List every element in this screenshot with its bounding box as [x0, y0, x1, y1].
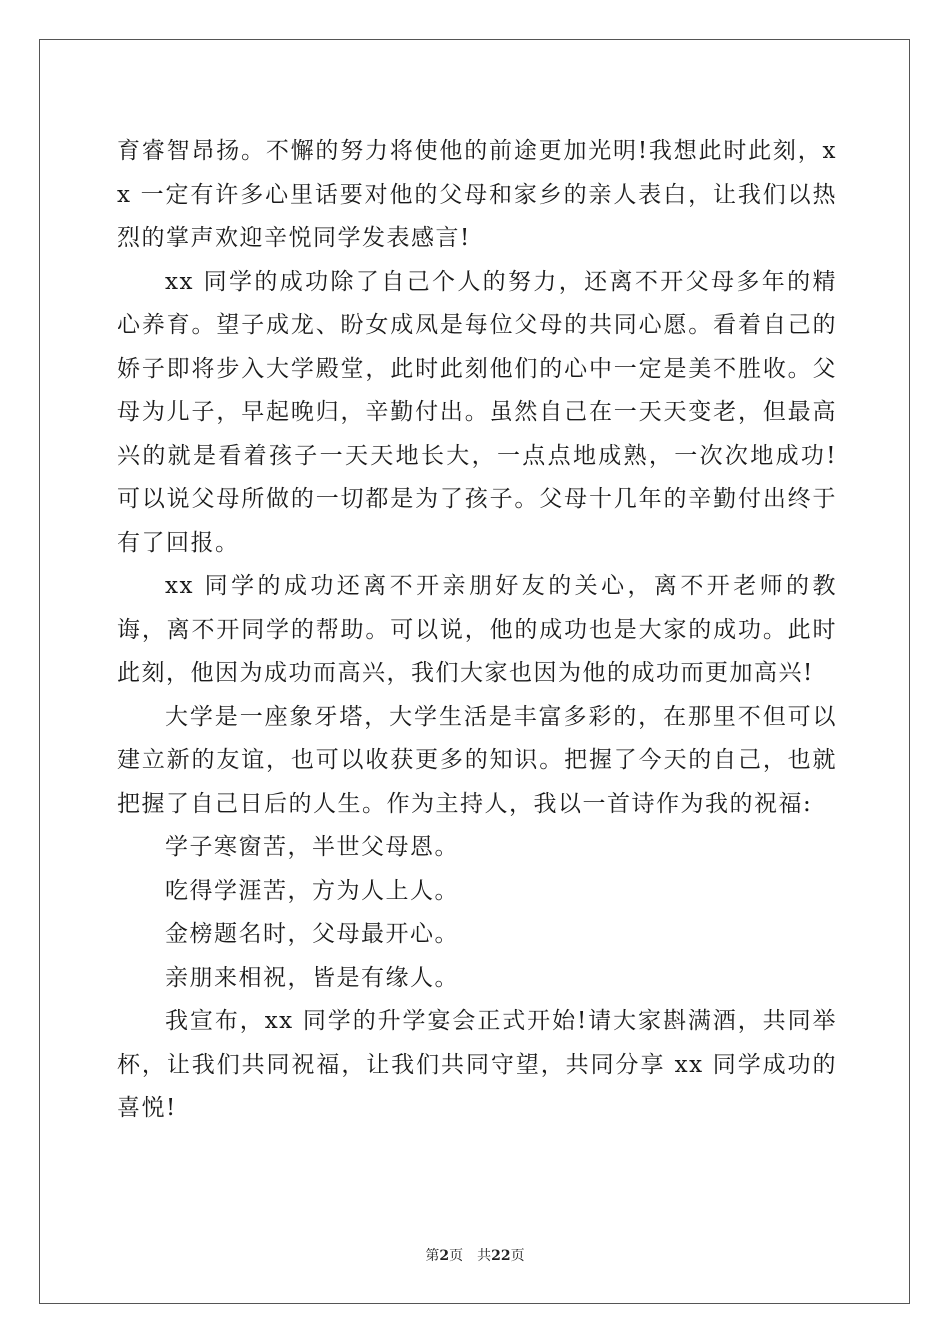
paragraph: 大学是一座象牙塔，大学生活是丰富多彩的，在那里不但可以建立新的友谊，也可以收获更多的知识。把握了今天的自己，也就把握了自己日后的人生。作为主持人，我以一首诗作为我的祝福: — [117, 703, 837, 817]
total-pages: 22 — [491, 1248, 511, 1264]
page-footer — [0, 1245, 950, 1265]
poem-line: 学子寒窗苦，半世父母恩。 — [165, 834, 459, 860]
page-prefix: 第 — [425, 1248, 440, 1264]
poem-line: 金榜题名时，父母最开心。 — [165, 921, 459, 947]
paragraph: xx 同学的成功除了自己个人的努力，还离不开父母多年的精心养育。望子成龙、盼女成凤是每位父母的共同心愿。看着自己的娇子即将步入大学殿堂，此时此刻他们的心中一定是美不胜收。父母为儿子，早起晚归，辛勤付出。虽然自己在一天天变老，但最高兴的就是看着孩子一天天地长大，一点点地成熟，一次次地成功!可以说父母所做的一切都是为了孩子。父母十几年的辛勤付出终于有了回报。 — [117, 268, 837, 556]
poem-line: 吃得学涯苦，方为人上人。 — [165, 877, 459, 904]
page-suffix: 页 — [449, 1248, 464, 1264]
document-body — [117, 130, 837, 1131]
poem-line: 亲朋来相祝，皆是有缘人。 — [165, 964, 459, 991]
total-prefix: 共 — [477, 1248, 492, 1264]
paragraph: xx 同学的成功还离不开亲朋好友的关心，离不开老师的教诲，离不开同学的帮助。可以说，他的成功也是大家的成功。此时此刻，他因为成功而高兴，我们大家也因为他的成功而更加高兴! — [117, 573, 837, 686]
paragraph: 我宣布，xx 同学的升学宴会正式开始!请大家斟满酒，共同举杯，让我们共同祝福，让我们共同守望，共同分享 xx 同学成功的喜悦! — [117, 1008, 837, 1121]
total-suffix: 页 — [510, 1248, 525, 1264]
paragraph: 育睿智昂扬。不懈的努力将使他的前途更加光明!我想此时此刻，xx 一定有许多心里话要对他的父母和家乡的亲人表白，让我们以热烈的掌声欢迎辛悦同学发表感言! — [117, 138, 837, 251]
page-number: 2 — [439, 1248, 450, 1264]
